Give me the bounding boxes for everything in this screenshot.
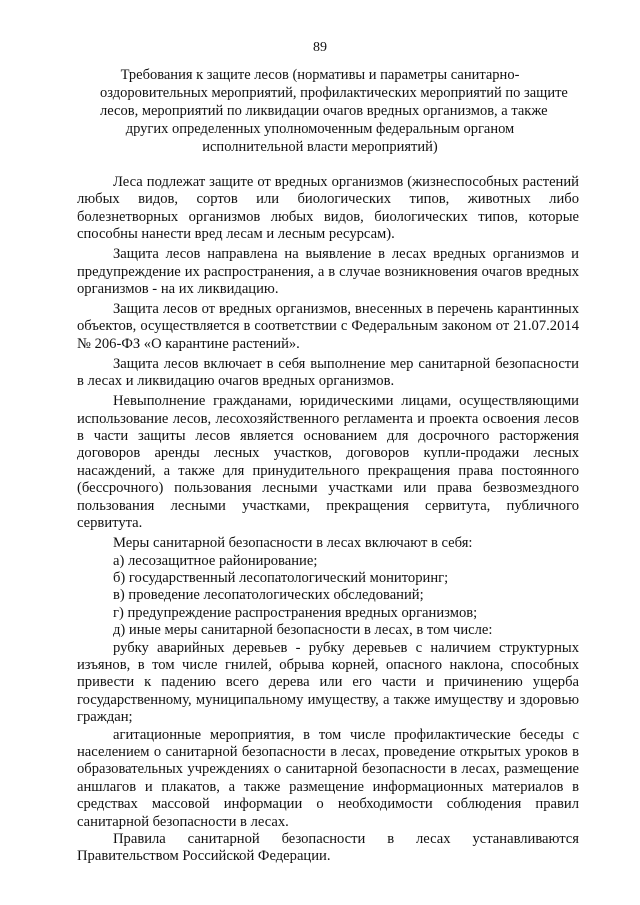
paragraph-awareness-activities: агитационные мероприятия, в том числе профилактические беседы с населением о санитарной безопасности в лесах, проведение открытых уроков в образовательных учреждениях о санитарной безопасности в лесах, размещение аншлагов и плакатов, а также размещение информационных материалов в средствах массовой информации о необходимости соблюдения правил санитарной безопасности в лесах. — [77, 726, 579, 830]
title-line: оздоровительных мероприятий, профилактических мероприятий по защите — [100, 85, 568, 101]
paragraph-measures-intro: Меры санитарной безопасности в лесах включают в себя: — [113, 535, 473, 552]
list-item: б) государственный лесопатологический мониторинг; — [113, 569, 449, 586]
list-item: г) предупреждение распространения вредных организмов; — [113, 604, 478, 621]
body-text — [77, 174, 579, 866]
paragraph-protection-aim: Защита лесов направлена на выявление в лесах вредных организмов и предупреждение их распространения, а в случае возникновения очагов вредных организмов - на их ликвидацию. — [77, 246, 579, 298]
title-line: исполнительной власти мероприятий) — [202, 139, 438, 155]
paragraph-sanitary-measures: Защита лесов включает в себя выполнение мер санитарной безопасности в лесах и ликвидацию очагов вредных организмов. — [77, 355, 579, 390]
paragraph-non-compliance: Невыполнение гражданами, юридическими лицами, осуществляющими использование лесов, лесохозяйственного регламента и проекта освоения лесов в части защиты лесов является основанием для досрочного расторжения договоров аренды лесных участков, договоров купли-продажи лесных насаждений, а также для принудительного прекращения права постоянного (бессрочного) пользования лесными участками или права безвозмездного пользования лесными участками, прекращения сервитута, публичного сервитута. — [77, 393, 579, 532]
title-line: Требования к защите лесов (нормативы и параметры санитарно- — [120, 67, 520, 83]
list-item: в) проведение лесопатологических обследований; — [113, 587, 424, 604]
paragraph-emergency-trees: рубку аварийных деревьев - рубку деревьев с наличием структурных изъянов, в том числе гнилей, обрыва корней, опасного наклона, способных привести к падению всего дерева или его части и причинению ущерба государственному, муниципальному имуществу, а также имуществу и здоровью граждан; — [77, 639, 579, 726]
page-number: 89 — [313, 40, 327, 55]
section-title — [100, 66, 568, 156]
title-line: лесов, мероприятий по ликвидации очагов вредных организмов, а также — [100, 103, 548, 119]
paragraph-sanitary-rules: Правила санитарной безопасности в лесах устанавливаются Правительством Российской Федерации. — [77, 831, 579, 865]
list-item: а) лесозащитное районирование; — [113, 552, 318, 569]
paragraph-quarantine: Защита лесов от вредных организмов, внесенных в перечень карантинных объектов, осуществляется в соответствии с Федеральным законом от 21.07.2014 № 206-ФЗ «О карантине растений». — [77, 301, 579, 352]
title-line: других определенных уполномоченным федеральным органом — [125, 121, 515, 137]
paragraph-forest-protection: Леса подлежат защите от вредных организмов (жизнеспособных растений любых видов, сортов или биологических типов, животных либо болезнетворных организмов любых видов, биологических типов, которые способны нанести вред лесам и лесным ресурсам). — [77, 174, 579, 243]
list-item: д) иные меры санитарной безопасности в лесах, в том числе: — [113, 622, 493, 639]
